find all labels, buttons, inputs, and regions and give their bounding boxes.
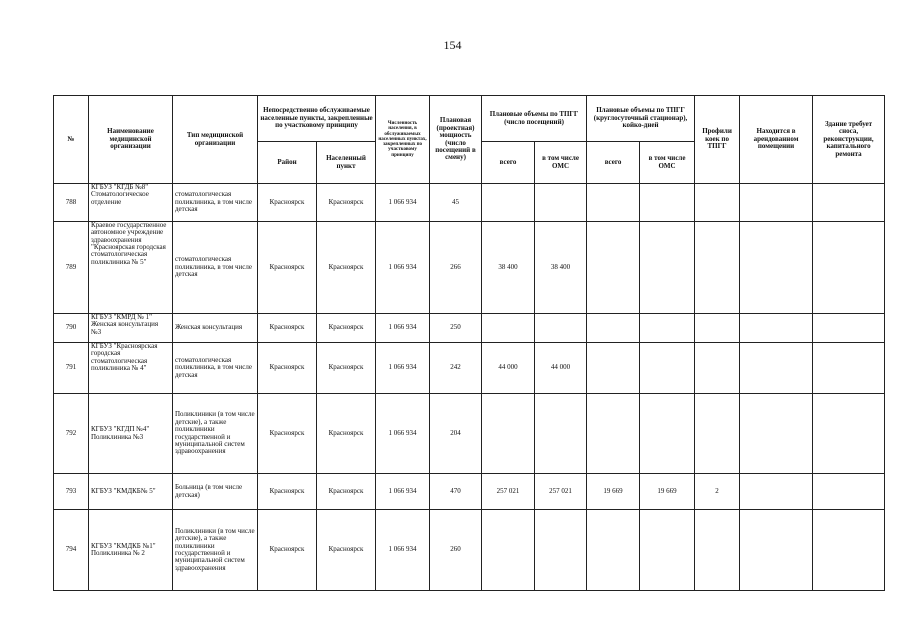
visits-oms: 44 000: [535, 343, 587, 394]
profiles: [695, 314, 740, 343]
header-settlement: Населенный пункт: [317, 142, 376, 184]
visits-oms: [535, 314, 587, 343]
beds-total: [587, 184, 640, 222]
visits-oms: 38 400: [535, 222, 587, 314]
header-building: Здание требует сноса, реконструкции, капитального ремонта: [813, 96, 885, 184]
population: 1 066 934: [376, 394, 430, 474]
facilities-table: [53, 95, 885, 591]
table-row: [54, 184, 885, 222]
header-visits: Плановые объемы по ТПГГ (число посещений): [482, 96, 587, 142]
header-profiles: Профили коек по ТПГГ: [695, 96, 740, 184]
district: Красноярск: [258, 394, 317, 474]
table-row: [54, 394, 885, 474]
rented: [740, 343, 813, 394]
district: Красноярск: [258, 184, 317, 222]
header-org-type: Тип медицинской организации: [173, 96, 258, 184]
header-population: Численность населения, в обслуживаемых населенных пунктах, закрепленных по участковому принципу: [376, 96, 430, 184]
org-name: КГБУЗ "КМДКБ№ 5": [89, 474, 173, 510]
beds-total: [587, 510, 640, 591]
beds-oms: [640, 343, 695, 394]
visits-oms: [535, 184, 587, 222]
visits-total: [482, 394, 535, 474]
rented: [740, 474, 813, 510]
row-number: 792: [54, 394, 89, 474]
beds-oms: [640, 510, 695, 591]
building: [813, 510, 885, 591]
beds-oms: 19 669: [640, 474, 695, 510]
header-rented: Находится в арендованном помещении: [740, 96, 813, 184]
building: [813, 394, 885, 474]
profiles: [695, 222, 740, 314]
beds-total: [587, 394, 640, 474]
settlement: Красноярск: [317, 184, 376, 222]
settlement: Красноярск: [317, 394, 376, 474]
rented: [740, 314, 813, 343]
capacity: 204: [430, 394, 482, 474]
settlement: Красноярск: [317, 343, 376, 394]
building: [813, 222, 885, 314]
row-number: 793: [54, 474, 89, 510]
district: Красноярск: [258, 222, 317, 314]
table-row: [54, 222, 885, 314]
org-type: Женская консультация: [173, 314, 258, 343]
settlement: Красноярск: [317, 314, 376, 343]
settlement: Красноярск: [317, 222, 376, 314]
visits-total: 44 000: [482, 343, 535, 394]
beds-total: 19 669: [587, 474, 640, 510]
org-type: Поликлиники (в том числе детские), а также поликлиники государственной и муниципальной систем здравоохранения: [173, 394, 258, 474]
population: 1 066 934: [376, 222, 430, 314]
org-name: Краевое государственное автономное учреждение здравоохранения "Красноярская городская стоматологическая поликлиника № 5": [89, 222, 173, 314]
header-num: №: [54, 96, 89, 184]
header-beds-total: всего: [587, 142, 640, 184]
org-name: КГБУЗ "КГДП №4" Поликлиника №3: [89, 394, 173, 474]
org-type: стоматологическая поликлиника, в том числе детская: [173, 343, 258, 394]
beds-oms: [640, 222, 695, 314]
table-row: [54, 314, 885, 343]
org-type: Больница (в том числе детская): [173, 474, 258, 510]
org-name: КГБУЗ "КМДКБ №1" Поликлиника № 2: [89, 510, 173, 591]
page-number: 154: [443, 38, 462, 52]
beds-oms: [640, 314, 695, 343]
building: [813, 474, 885, 510]
capacity: 266: [430, 222, 482, 314]
profiles: [695, 394, 740, 474]
district: Красноярск: [258, 510, 317, 591]
table-row: [54, 474, 885, 510]
visits-total: [482, 510, 535, 591]
header-org-name: Наименование медицинской организации: [89, 96, 173, 184]
rented: [740, 510, 813, 591]
row-number: 789: [54, 222, 89, 314]
district: Красноярск: [258, 314, 317, 343]
visits-total: 257 021: [482, 474, 535, 510]
beds-oms: [640, 184, 695, 222]
building: [813, 184, 885, 222]
header-serviced: Непосредственно обслуживаемые населенные пункты, закрепленные по участковому принципу: [258, 96, 376, 142]
org-name: КГБУЗ "КГДБ №8" Стоматологическое отделение: [89, 184, 173, 222]
row-number: 791: [54, 343, 89, 394]
table-row: [54, 510, 885, 591]
population: 1 066 934: [376, 474, 430, 510]
table-row: [54, 343, 885, 394]
building: [813, 314, 885, 343]
visits-oms: [535, 510, 587, 591]
rented: [740, 184, 813, 222]
district: Красноярск: [258, 474, 317, 510]
capacity: 242: [430, 343, 482, 394]
header-visits-total: всего: [482, 142, 535, 184]
visits-oms: [535, 394, 587, 474]
row-number: 790: [54, 314, 89, 343]
population: 1 066 934: [376, 510, 430, 591]
header-capacity: Плановая (проектная) мощность (число посещений в смену): [430, 96, 482, 184]
building: [813, 343, 885, 394]
beds-total: [587, 222, 640, 314]
beds-oms: [640, 394, 695, 474]
profiles: [695, 343, 740, 394]
population: 1 066 934: [376, 343, 430, 394]
visits-total: [482, 184, 535, 222]
header-visits-oms: в том числе ОМС: [535, 142, 587, 184]
population: 1 066 934: [376, 314, 430, 343]
row-number: 794: [54, 510, 89, 591]
org-type: стоматологическая поликлиника, в том числе детская: [173, 184, 258, 222]
beds-total: [587, 314, 640, 343]
settlement: Красноярск: [317, 510, 376, 591]
profiles: [695, 510, 740, 591]
visits-total: 38 400: [482, 222, 535, 314]
header-beds-oms: в том числе ОМС: [640, 142, 695, 184]
org-name: КГБУЗ "КМРД № 1" Женская консультация №3: [89, 314, 173, 343]
org-type: Поликлиники (в том числе детские), а также поликлиники государственной и муниципальной систем здравоохранения: [173, 510, 258, 591]
header-beds: Плановые объемы по ТПГГ (круглосуточный стационар), койко-дней: [587, 96, 695, 142]
rented: [740, 222, 813, 314]
header-district: Район: [258, 142, 317, 184]
profiles: [695, 184, 740, 222]
capacity: 250: [430, 314, 482, 343]
visits-total: [482, 314, 535, 343]
org-name: КГБУЗ "Красноярская городская стоматологическая поликлиника № 4": [89, 343, 173, 394]
capacity: 45: [430, 184, 482, 222]
rented: [740, 394, 813, 474]
row-number: 788: [54, 184, 89, 222]
visits-oms: 257 021: [535, 474, 587, 510]
profiles: 2: [695, 474, 740, 510]
capacity: 260: [430, 510, 482, 591]
beds-total: [587, 343, 640, 394]
org-type: стоматологическая поликлиника, в том числе детская: [173, 222, 258, 314]
district: Красноярск: [258, 343, 317, 394]
capacity: 470: [430, 474, 482, 510]
population: 1 066 934: [376, 184, 430, 222]
settlement: Красноярск: [317, 474, 376, 510]
